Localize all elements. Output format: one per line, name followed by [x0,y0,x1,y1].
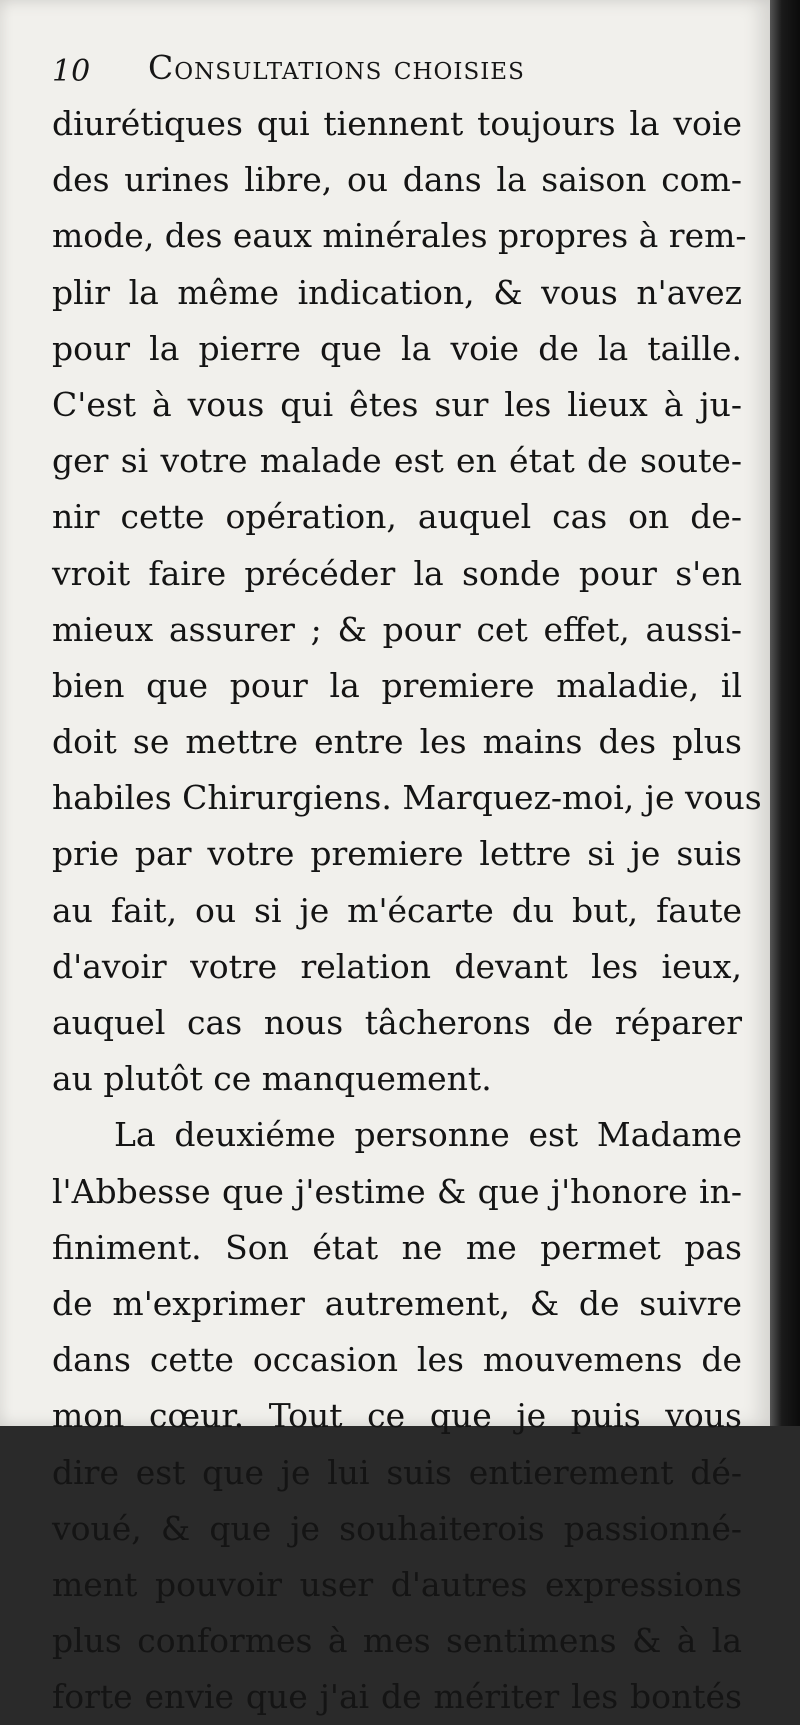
running-title: Consultations choisies [148,48,525,87]
text-line: auquel cas nous tâcherons de réparer [52,1003,742,1042]
text-line: diurétiques qui tiennent toujours la voie [52,104,742,143]
text-line: pour la pierre que la voie de la taille. [52,328,742,368]
text-line: ment pouvoir user d'autres expressions [52,1564,742,1604]
text-line: dire est que je lui suis entierement dé- [52,1452,742,1492]
text-line: mieux assurer ; & pour cet effet, aussi- [52,609,742,649]
body-text [52,96,762,1725]
book-gutter [770,0,800,1426]
text-line: ger si votre malade est en état de soute- [52,441,742,481]
page-number: 10 [52,54,91,89]
text-line: finiment. Son état ne me permet pas [52,1227,742,1267]
text-line: bien que pour la premiere maladie, il [52,665,742,705]
text-line: nir cette opération, auquel cas on de- [52,497,742,537]
text-line: plus conformes à mes sentimens & à la [52,1621,742,1661]
text-line: habiles Chirurgiens. Marquez-moi, je vous [52,778,762,818]
text-line: forte envie que j'ai de mériter les bontés [52,1677,742,1717]
text-line: mon cœur. Tout ce que je puis vous [52,1396,742,1436]
text-line: voué, & que je souhaiterois passionné- [52,1508,742,1548]
text-line: vroit faire précéder la sonde pour s'en [52,553,742,593]
paragraph-end-line: au plutôt ce manquement. [52,1059,492,1099]
text-line: mode, des eaux minérales propres à rem- [52,216,747,256]
text-line: au fait, ou si je m'écarte du but, faute [52,890,742,930]
text-line: l'Abbesse que j'estime & que j'honore in- [52,1171,742,1211]
paragraph-start-line: La deuxiéme personne est Madame [114,1115,742,1155]
text-line: dans cette occasion les mouvemens de [52,1340,742,1380]
text-line: des urines libre, ou dans la saison com- [52,160,742,200]
page-header [52,48,730,98]
text-line: prie par votre premiere lettre si je suis [52,834,742,874]
text-line: doit se mettre entre les mains des plus [52,722,742,762]
text-line: plir la même indication, & vous n'avez [52,272,742,312]
text-line: d'avoir votre relation devant les ieux, [52,946,742,986]
text-line: C'est à vous qui êtes sur les lieux à ju- [52,384,742,424]
text-line: de m'exprimer autrement, & de suivre [52,1283,742,1323]
